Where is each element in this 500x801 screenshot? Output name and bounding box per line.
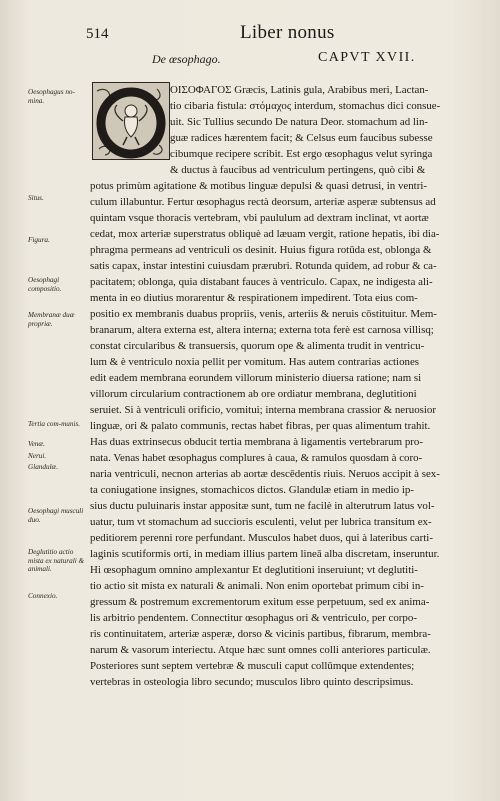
chapter-heading: CAPVT XVII. bbox=[318, 50, 416, 65]
text-line: lum & è ventriculo noxia pellit per vomitum. Has autem contrarias actiones bbox=[90, 356, 420, 368]
text-line: narum & vasorum interiectu. Atque hæc sunt omnes colli anteriores particulæ. bbox=[90, 644, 431, 656]
text-line: naria ventriculi, necnon arterias ab aortæ descēdentis riuis. Neruos accipit à sex- bbox=[90, 468, 440, 480]
text-line: ta coniugatione insignes, stomachicos dictos. Glandulæ etiam in medio ip- bbox=[90, 484, 414, 496]
margin-note: Oesophagi musculi duo. bbox=[28, 507, 84, 524]
text-line: Hi œsophagum omnino amplexantur Et deglutitioni inseruiunt; vt deglutiti- bbox=[90, 564, 418, 576]
running-title: Liber nonus bbox=[240, 22, 335, 43]
text-line: uatur, tum vt stomachum ad succioris esculenti, velut per lubrica transitum ex- bbox=[90, 516, 432, 528]
decorated-initial-letter bbox=[92, 82, 170, 160]
text-line: ΟΙΣΟΦΑΓΟΣ Græcis, Latinis gula, Arabibus meri, Lactan- bbox=[170, 84, 429, 96]
margin-note: Membranæ duæ propriæ. bbox=[28, 311, 75, 328]
text-line: uit. Sic Tullius secundo De natura Deor. stomachum ad lin- bbox=[170, 116, 429, 128]
text-line: phragma permeans ad ventriculi os desinit. Huius figura rotūda est, oblonga & bbox=[90, 244, 432, 256]
text-line: lis arbitrio pendentem. Connectitur œsophagus ori & ventriculo, per corpo- bbox=[90, 612, 417, 624]
margin-note: Figura. bbox=[28, 236, 50, 244]
margin-note: Connexio. bbox=[28, 592, 58, 600]
text-line: culum illabuntur. Fertur œsophagus rectà deorsum, arteriæ asperæ subtensus ad bbox=[90, 196, 436, 208]
page-number: 514 bbox=[86, 26, 109, 42]
text-line: edit eadem membrana eorundem villorum ministerio diuersa ratione; nam si bbox=[90, 372, 422, 384]
text-line: peditiorem perenni rore perfundant. Musculos habet duos, qui à lateribus carti- bbox=[90, 532, 433, 544]
text-line: positio ex membranis duabus propriis, venis, arteriis & neruis cōstituitur. Mem- bbox=[90, 308, 437, 320]
text-line: laginis scutiformis orti, in mediam illius partem lineā alba discretam, inseruntur. bbox=[90, 548, 440, 560]
text-line: potus primùm agitatione & motibus linguæ depulsi & quasi detrusi, in ventri- bbox=[90, 180, 427, 192]
text-line: Posteriores sunt septem vertebræ & musculi caput collūmque extendentes; bbox=[90, 660, 415, 672]
margin-note: Oesophagus no-mina. bbox=[28, 88, 75, 105]
text-line: branarum, altera externa est, altera interna; externa tota ferè est carnosa villisq; bbox=[90, 324, 434, 336]
text-line: cibumque recipere scribit. Est ergo œsophagus velut syringa bbox=[170, 148, 433, 160]
text-line: constat circularibus & transuersis, quorum ope & alimenta trudit in ventricu- bbox=[90, 340, 425, 352]
margin-note: Tertia com-munis. bbox=[28, 420, 81, 428]
text-line: vertebras in osteologia libro secundo; musculos libro quinto descripsimus. bbox=[90, 676, 414, 688]
text-line: guæ radices hærentem facit; & Celsus eum faucibus subesse bbox=[170, 132, 433, 144]
text-line: tio cibaria fistula: στόμαχος interdum, stomachus dici consue- bbox=[170, 100, 441, 112]
text-line: nata. Venas habet œsophagus complures à caua, & ramulos quosdam à coro- bbox=[90, 452, 423, 464]
text-line: pacitatem; oblonga, quia distabant fauces à ventriculo. Capax, ne indigesta ali- bbox=[90, 276, 433, 288]
margin-note: Venæ. bbox=[28, 440, 45, 448]
text-line: ris continuitatem, arteriæ asperæ, dorso & vicinis partibus, fibrarum, membra- bbox=[90, 628, 431, 640]
text-line: gressum & postremum excrementorum exitum esse perpetuum, sed ex anima- bbox=[90, 596, 430, 608]
text-line: & ductus à faucibus ad ventriculum pertingens, quò cibi & bbox=[170, 164, 426, 176]
text-line: tio actio sit mista ex naturali & animali. Non enim oportebat primum cibi in- bbox=[90, 580, 424, 592]
text-line: cedat, mox arteriæ superstratus obliquè ad læuam vergit, ratione hepatis, ibi dia- bbox=[90, 228, 440, 240]
margin-note: Glandulæ. bbox=[28, 463, 59, 471]
text-line: quintam vsque thoracis vertebram, vbi paululum ad dextram inclinat, vt aortæ bbox=[90, 212, 429, 224]
text-line: satis capax, instar intestini cuiusdam prærubri. Rotunda quidem, ad robur & ca- bbox=[90, 260, 437, 272]
margin-note: Situs. bbox=[28, 194, 44, 202]
text-line: Has duas extrinsecus obducit tertia membrana à ligamentis vertebrarum pro- bbox=[90, 436, 423, 448]
text-line: menta in eo diutius morarentur & respirationem impedirent. Tota eius com- bbox=[90, 292, 418, 304]
text-line: villorum circularium contractionem ab ore ordiatur membrana, deglutitioni bbox=[90, 388, 417, 400]
woodcut-initial-icon bbox=[93, 83, 169, 159]
margin-note: Nerui. bbox=[28, 452, 47, 460]
text-line: linguæ, ori & palato communis, rectas habet fibras, per quas alimentum trahit. bbox=[90, 420, 431, 432]
chapter-subject: De œsophago. bbox=[152, 52, 221, 66]
initial-letter: O bbox=[161, 151, 167, 159]
text-line: sius ductu puluinaris instar appositæ sunt, tum ne facilè in alterutrum latus vol- bbox=[90, 500, 435, 512]
margin-note: Oesophagi compositio. bbox=[28, 276, 62, 293]
margin-note: Deglutitio actio mista ex naturali & animali. bbox=[28, 548, 85, 574]
text-line: seruiet. Si à ventriculi orificio, vomitui; interna membrana crassior & neruosior bbox=[90, 404, 436, 416]
